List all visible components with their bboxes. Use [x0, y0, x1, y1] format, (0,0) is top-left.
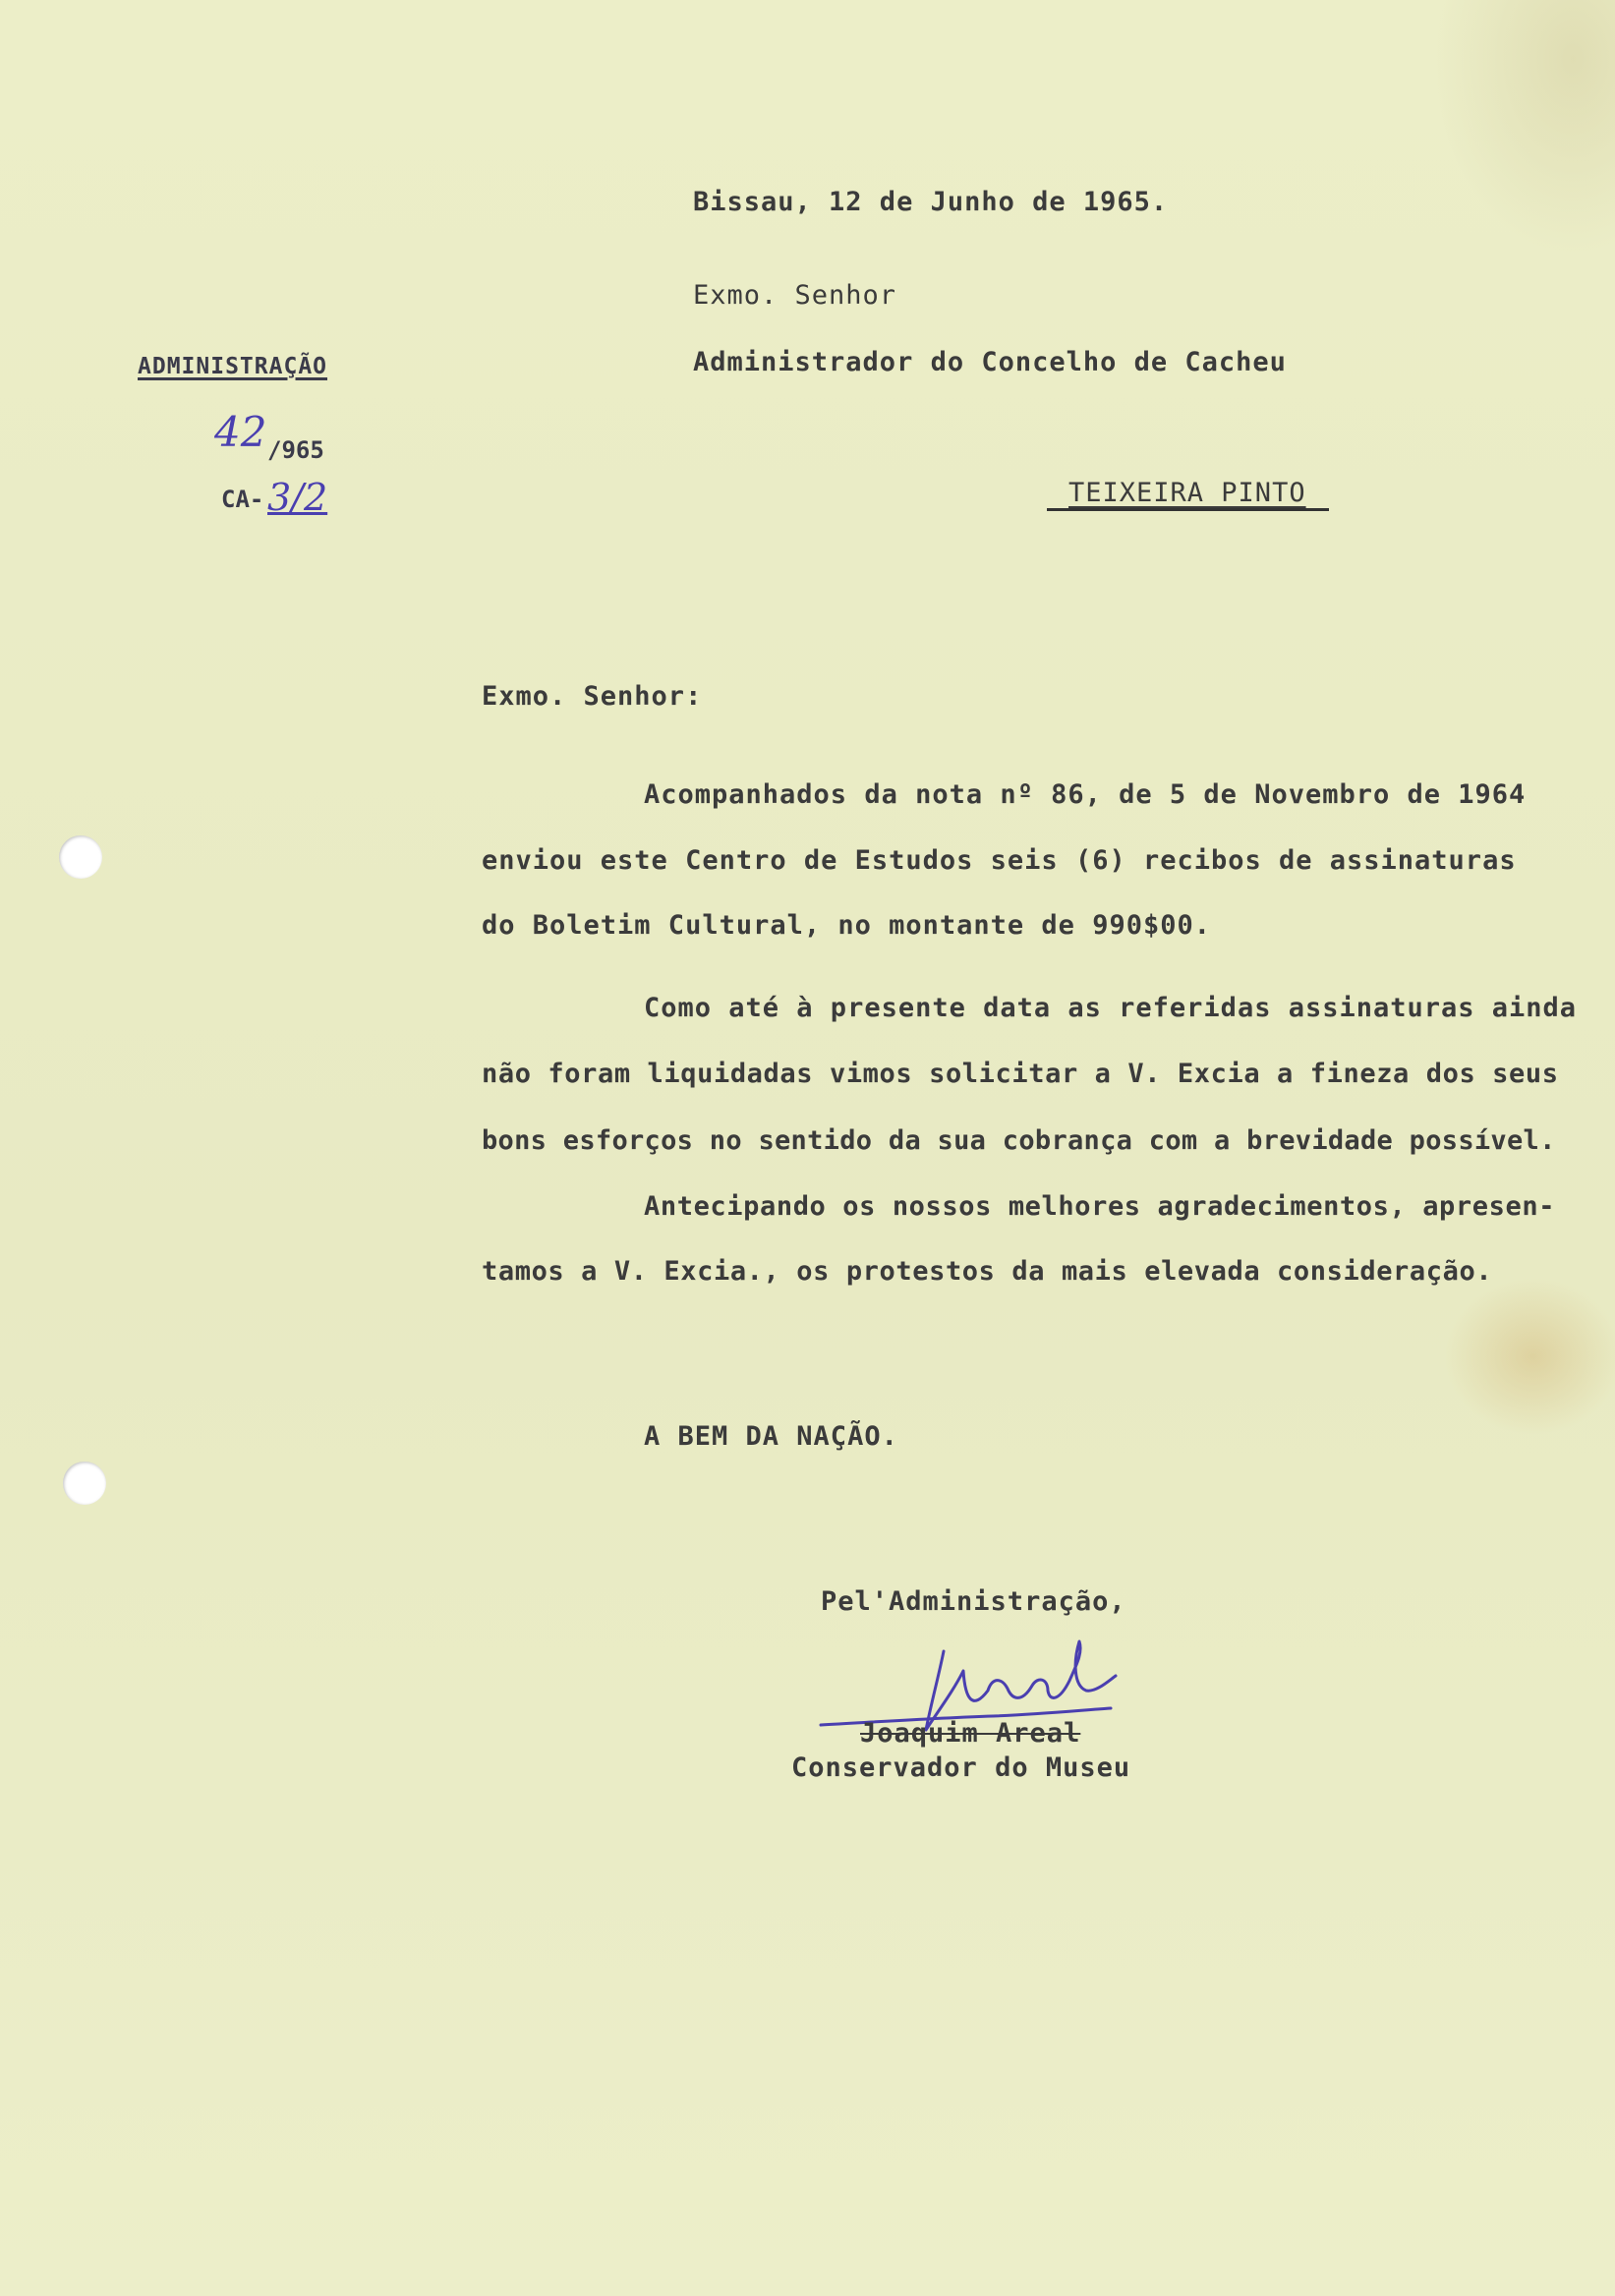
date-line: Bissau, 12 de Junho de 1965. [693, 187, 1169, 217]
punch-hole-top [59, 835, 102, 879]
body-line-8: tamos a V. Excia., os protestos da mais elevada consideração. [482, 1256, 1493, 1287]
stamp-office: ADMINISTRAÇÃO [138, 354, 328, 379]
signatory-role: Conservador do Museu [791, 1752, 1131, 1783]
signoff: Pel'Administração, [821, 1586, 1126, 1617]
stamp-year: /965 [267, 436, 324, 464]
body-line-2: enviou este Centro de Estudos seis (6) recibos de assinaturas [482, 845, 1517, 876]
punch-hole-bottom [63, 1462, 106, 1505]
closing-motto: A BEM DA NAÇÃO. [644, 1421, 898, 1452]
stamp-number-handwritten: 42 [214, 408, 267, 456]
body-line-3: do Boletim Cultural, no montante de 990$00. [482, 910, 1211, 941]
place-underline [1047, 508, 1329, 511]
recipient-place: TEIXEIRA PINTO [1068, 478, 1306, 508]
body-line-4: Como até à presente data as referidas assinaturas ainda [644, 993, 1578, 1023]
signatory-name: Joaquim Areal [860, 1718, 1081, 1749]
body-line-1: Acompanhados da nota nº 86, de 5 de Novembro de 1964 [644, 779, 1527, 810]
body-line-5: não foram liquidadas vimos solicitar a V. Excia a fineza dos seus [482, 1059, 1559, 1089]
stamp-code-handwritten: 3/2 [267, 476, 328, 519]
body-line-6: bons esforços no sentido da sua cobrança com a brevidade possível. [482, 1125, 1556, 1156]
recipient-salutation: Exmo. Senhor [693, 280, 897, 311]
body-line-7: Antecipando os nossos melhores agradecimentos, apresen- [644, 1191, 1556, 1222]
recipient-title: Administrador do Concelho de Cacheu [693, 347, 1287, 377]
stamp-code-prefix: CA- [221, 486, 264, 513]
greeting: Exmo. Senhor: [482, 681, 703, 712]
